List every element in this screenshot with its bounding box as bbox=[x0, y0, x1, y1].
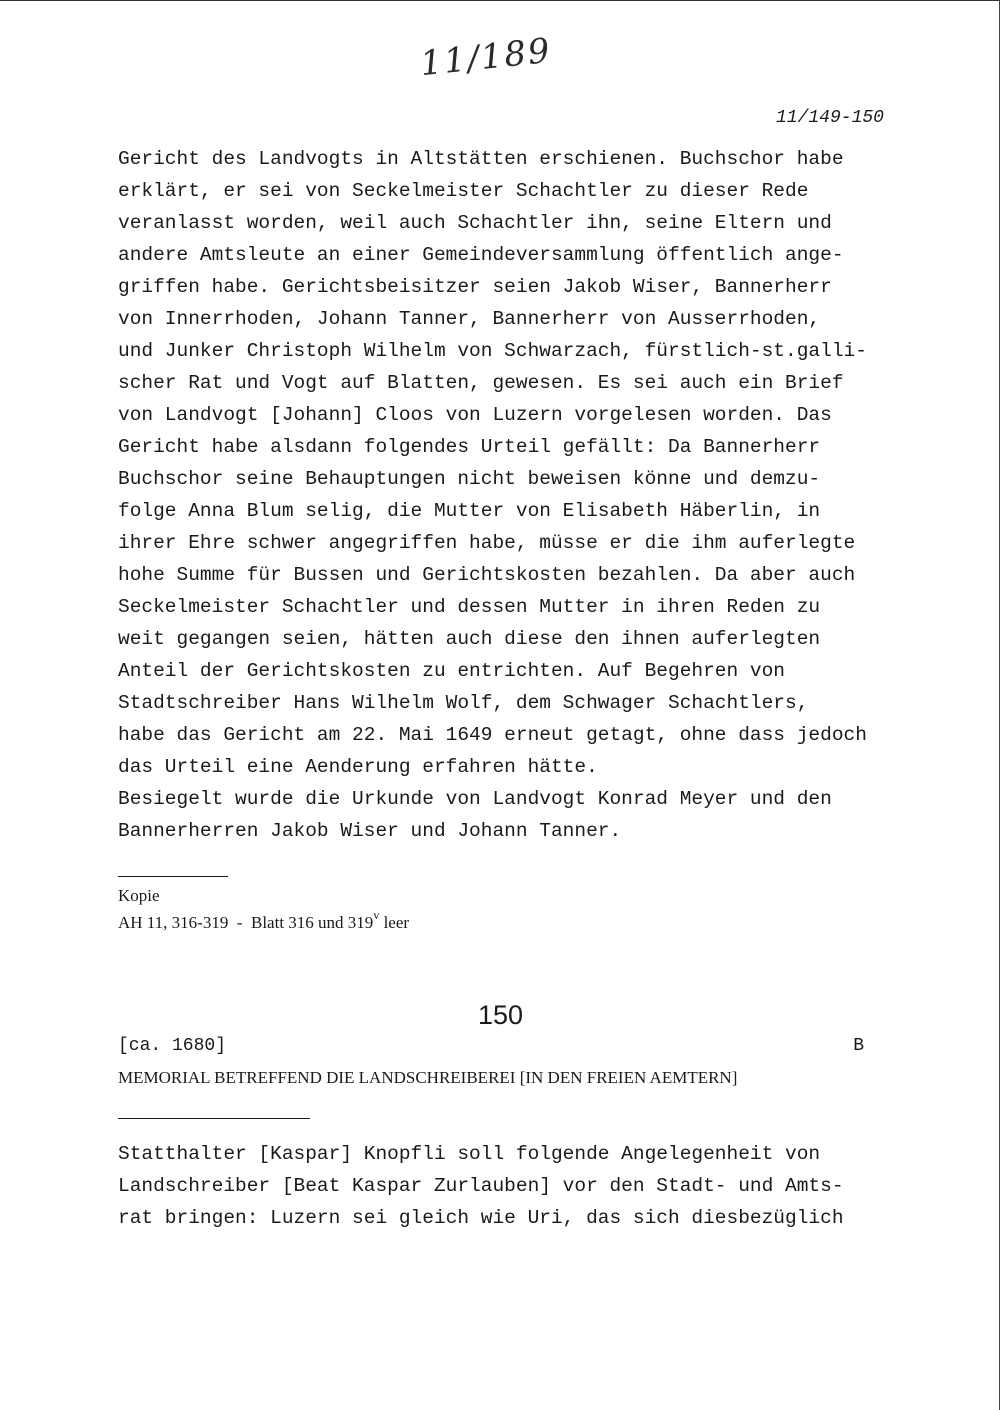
note-source-superscript: v bbox=[373, 908, 380, 922]
document-date: [ca. 1680] bbox=[118, 1036, 227, 1056]
title-divider bbox=[118, 1118, 310, 1119]
text-line: ihrer Ehre schwer angegriffen habe, müsse er die ihm auferlegte bbox=[118, 532, 856, 554]
text-line: scher Rat und Vogt auf Blatten, gewesen. Es sei auch ein Brief bbox=[118, 372, 844, 394]
text-line: das Urteil eine Aenderung erfahren hätte. bbox=[118, 756, 598, 778]
text-line: folge Anna Blum selig, die Mutter von Elisabeth Häberlin, in bbox=[118, 500, 821, 522]
page-reference: 11/149-150 bbox=[775, 108, 884, 128]
text-line: Gericht des Landvogts in Altstätten erschienen. Buchschor habe bbox=[118, 148, 844, 170]
text-line: Gericht habe alsdann folgendes Urteil gefällt: Da Bannerherr bbox=[118, 436, 821, 458]
text-line: Landschreiber [Beat Kaspar Zurlauben] vor den Stadt- und Amts- bbox=[118, 1175, 844, 1197]
note-source bbox=[118, 908, 409, 933]
document-149-body bbox=[118, 143, 898, 847]
text-line: weit gegangen seien, hätten auch diese den ihnen auferlegten bbox=[118, 628, 821, 650]
scan-edge-top bbox=[0, 0, 1000, 1]
text-line: Besiegelt wurde die Urkunde von Landvogt Konrad Meyer und den bbox=[118, 788, 832, 810]
note-kopie: Kopie bbox=[118, 886, 160, 905]
text-line: Statthalter [Kaspar] Knopfli soll folgende Angelegenheit von bbox=[118, 1143, 821, 1165]
text-line: andere Amtsleute an einer Gemeindeversammlung öffentlich ange- bbox=[118, 244, 844, 266]
note-source-tail: leer bbox=[379, 913, 410, 932]
text-line: rat bringen: Luzern sei gleich wie Uri, das sich diesbezüglich bbox=[118, 1207, 844, 1229]
text-line: erklärt, er sei von Seckelmeister Schachtler zu dieser Rede bbox=[118, 180, 809, 202]
document-number: 150 bbox=[478, 1000, 524, 1030]
text-line: habe das Gericht am 22. Mai 1649 erneut getagt, ohne dass jedoch bbox=[118, 724, 867, 746]
text-line: Stadtschreiber Hans Wilhelm Wolf, dem Schwager Schachtlers, bbox=[118, 692, 809, 714]
handwritten-folio-mark: 11/189 bbox=[418, 30, 554, 85]
text-line: von Innerrhoden, Johann Tanner, Bannerherr von Ausserrhoden, bbox=[118, 308, 821, 330]
text-line: Anteil der Gerichtskosten zu entrichten. Auf Begehren von bbox=[118, 660, 786, 682]
document-category: B bbox=[853, 1036, 864, 1056]
note-source-main: AH 11, 316-319 - Blatt 316 und 319 bbox=[118, 913, 374, 932]
text-line: Buchschor seine Behauptungen nicht beweisen könne und demzu- bbox=[118, 468, 821, 490]
document-150-body bbox=[118, 1138, 898, 1234]
document-title: MEMORIAL BETREFFEND DIE LANDSCHREIBEREI [IN DEN FREIEN AEMTERN] bbox=[118, 1068, 738, 1087]
footnote-divider bbox=[118, 876, 228, 877]
text-line: griffen habe. Gerichtsbeisitzer seien Jakob Wiser, Bannerherr bbox=[118, 276, 832, 298]
text-line: veranlasst worden, weil auch Schachtler ihn, seine Eltern und bbox=[118, 212, 832, 234]
text-line: Seckelmeister Schachtler und dessen Mutter in ihren Reden zu bbox=[118, 596, 821, 618]
text-line: hohe Summe für Bussen und Gerichtskosten bezahlen. Da aber auch bbox=[118, 564, 856, 586]
text-line: und Junker Christoph Wilhelm von Schwarzach, fürstlich-st.galli- bbox=[118, 340, 867, 362]
text-line: von Landvogt [Johann] Cloos von Luzern vorgelesen worden. Das bbox=[118, 404, 832, 426]
text-line: Bannerherren Jakob Wiser und Johann Tanner. bbox=[118, 820, 622, 842]
